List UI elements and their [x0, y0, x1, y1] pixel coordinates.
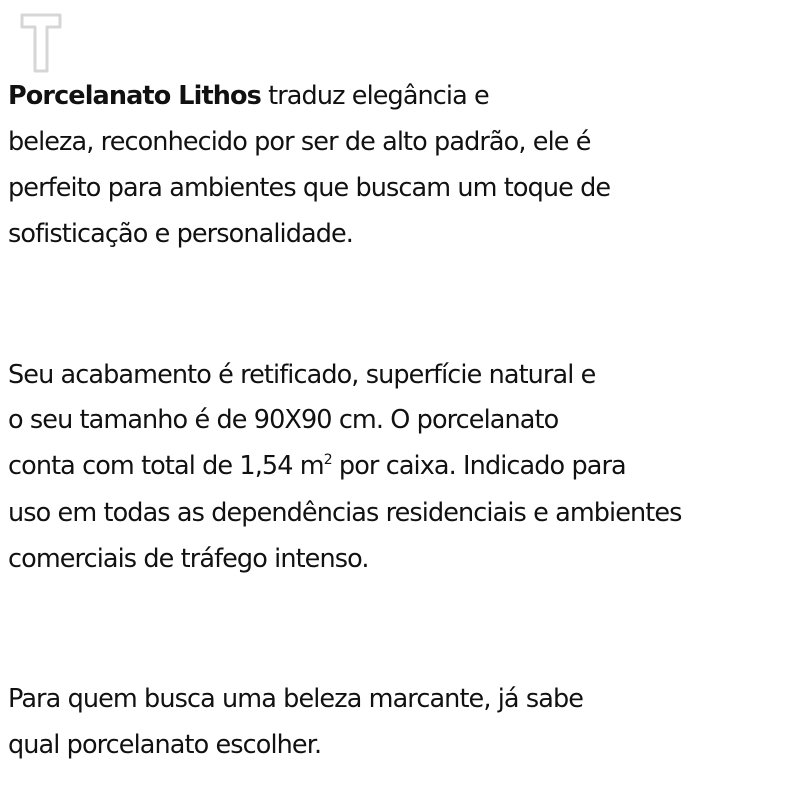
description-line: sofisticação e personalidade.: [8, 219, 354, 249]
description-line: beleza, reconhecido por ser de alto padrão, ele é: [8, 127, 591, 157]
description-line: [8, 73, 489, 119]
description-text: conta com total de 1,54 m: [8, 451, 324, 481]
description-line: Seu acabamento é retificado, superfície natural e: [8, 360, 596, 390]
description-text: traduz elegância e: [260, 81, 489, 111]
superscript: 2: [323, 452, 332, 468]
description-line: qual porcelanato escolher.: [8, 730, 322, 760]
description-line: uso em todas as dependências residenciais e ambientes: [8, 498, 682, 528]
description-line: [8, 443, 626, 489]
product-name: Porcelanato Lithos: [8, 81, 261, 111]
description-line: comerciais de tráfego intenso.: [8, 544, 369, 574]
description-text: por caixa. Indicado para: [331, 451, 626, 481]
description-line: perfeito para ambientes que buscam um toque de: [8, 173, 611, 203]
description-line: o seu tamanho é de 90X90 cm. O porcelanato: [8, 405, 559, 435]
t-logo-icon: [18, 12, 64, 74]
description-line: Para quem busca uma beleza marcante, já sabe: [8, 684, 584, 714]
